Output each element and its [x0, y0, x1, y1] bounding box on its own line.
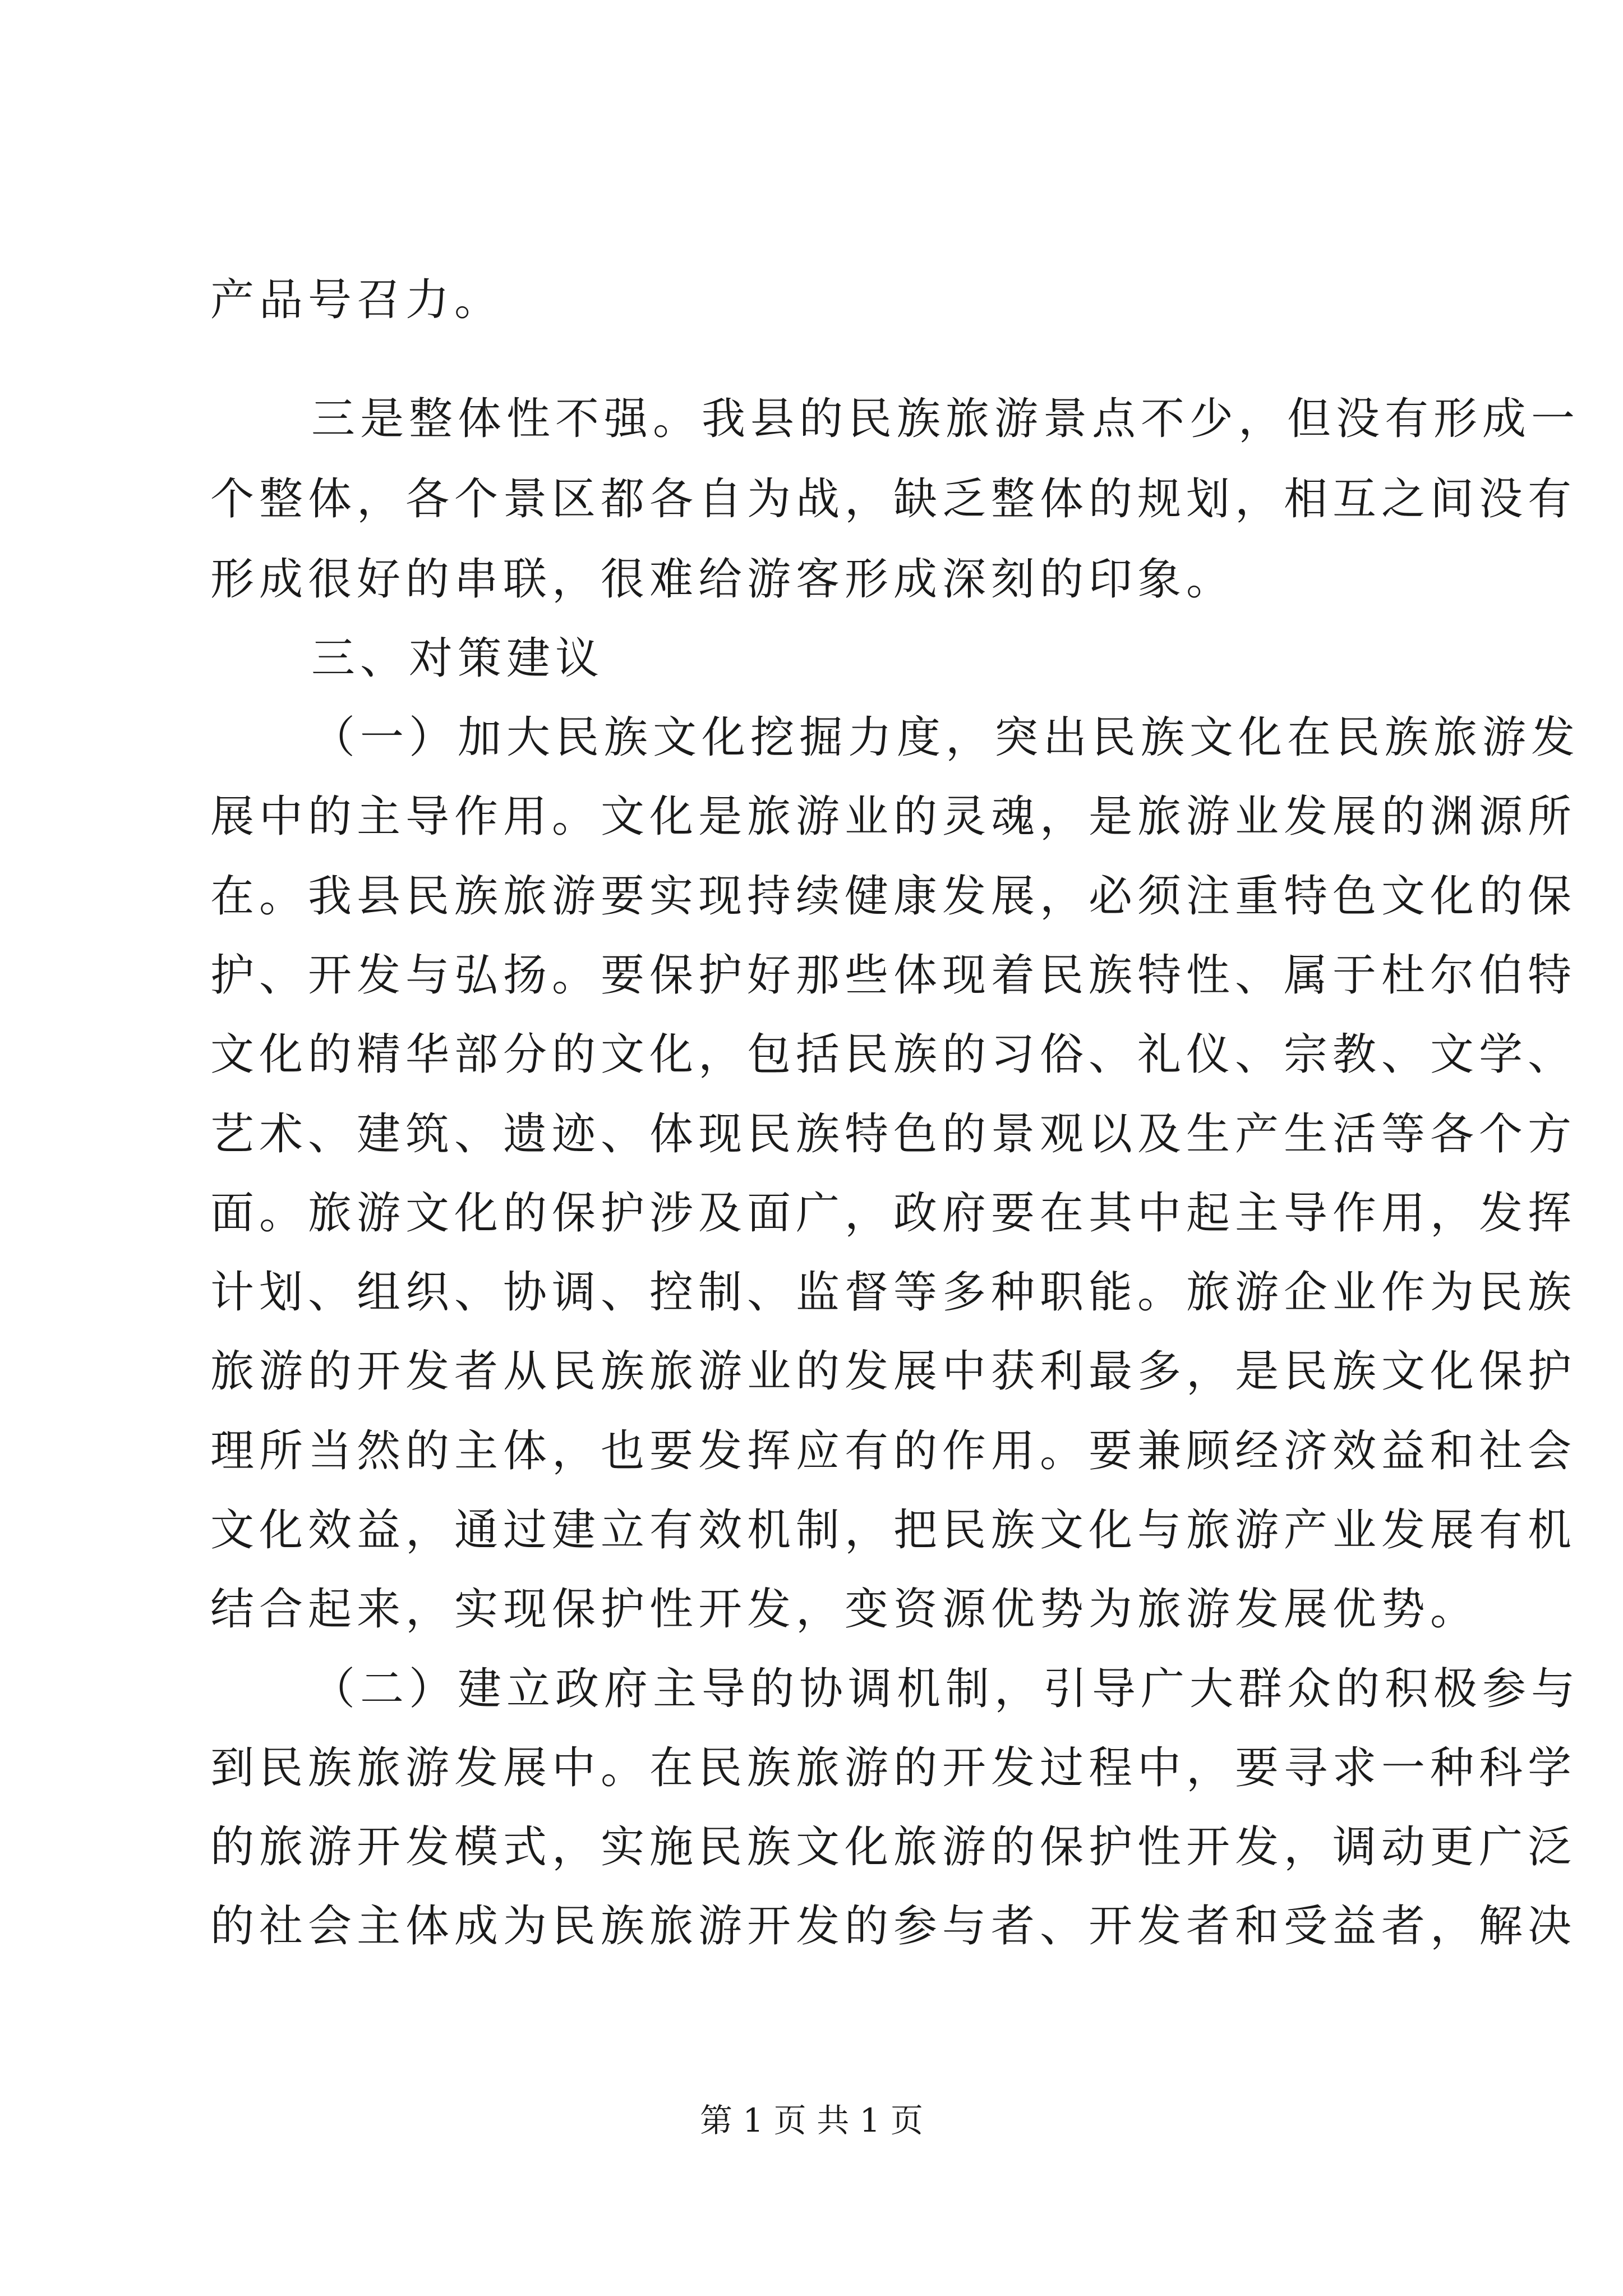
text-line: 面。旅游文化的保护涉及面广，政府要在其中起主导作用，发挥 [210, 1188, 1577, 1239]
text-line: 理所当然的主体，也要发挥应有的作用。要兼顾经济效益和社会 [210, 1426, 1577, 1476]
text-line: （二）建立政府主导的协调机制，引导广大群众的积极参与 [311, 1664, 1580, 1714]
text-line: 形成很好的串联，很难给游客形成深刻的印象。 [210, 554, 1235, 605]
section-heading: 三、对策建议 [311, 633, 605, 684]
text-line: 艺术、建筑、遗迹、体现民族特色的景观以及生产生活等各个方 [210, 1109, 1577, 1159]
text-line: 展中的主导作用。文化是旅游业的灵魂，是旅游业发展的渊源所 [210, 792, 1577, 842]
text-line: 的旅游开发模式，实施民族文化旅游的保护性开发，调动更广泛 [210, 1822, 1577, 1872]
text-line: 在。我县民族旅游要实现持续健康发展，必须注重特色文化的保 [210, 871, 1577, 922]
text-line: 到民族旅游发展中。在民族旅游的开发过程中，要寻求一种科学 [210, 1743, 1577, 1793]
text-line: 三是整体性不强。我县的民族旅游景点不少，但没有形成一 [311, 394, 1580, 444]
text-line: 个整体，各个景区都各自为战，缺乏整体的规划，相互之间没有 [210, 474, 1577, 524]
text-line: 文化的精华部分的文化，包括民族的习俗、礼仪、宗教、文学、 [210, 1029, 1577, 1080]
text-line: 文化效益，通过建立有效机制，把民族文化与旅游产业发展有机 [210, 1505, 1577, 1556]
text-line: 的社会主体成为民族旅游开发的参与者、开发者和受益者，解决 [210, 1901, 1577, 1952]
text-line: 产品号召力。 [210, 275, 504, 325]
text-line: 结合起来，实现保护性开发，变资源优势为旅游发展优势。 [210, 1584, 1479, 1635]
text-line: 旅游的开发者从民族旅游业的发展中获利最多，是民族文化保护 [210, 1346, 1577, 1397]
text-line: （一）加大民族文化挖掘力度，突出民族文化在民族旅游发 [311, 712, 1580, 763]
page-footer: 第 1 页 共 1 页 [700, 2101, 923, 2139]
text-line: 护、开发与弘扬。要保护好那些体现着民族特性、属于杜尔伯特 [210, 950, 1577, 1001]
text-line: 计划、组织、协调、控制、监督等多种职能。旅游企业作为民族 [210, 1267, 1577, 1318]
